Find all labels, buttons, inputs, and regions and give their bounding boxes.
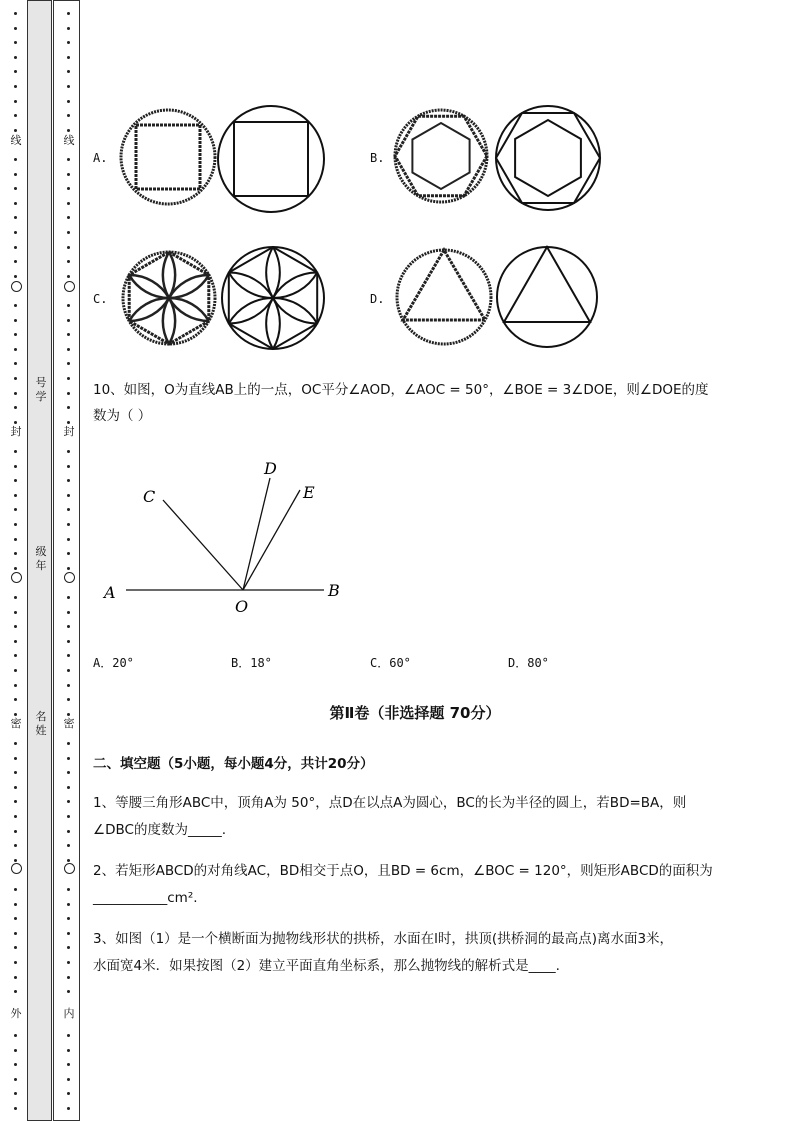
margin-dot: [67, 990, 70, 993]
margin-dot: [67, 654, 70, 657]
label-o: O: [235, 597, 249, 616]
margin-dot: [14, 757, 17, 760]
margin-dot: [67, 611, 70, 614]
margin-dot: [14, 976, 17, 979]
margin-dot: [67, 757, 70, 760]
margin-dot: [67, 1063, 70, 1066]
margin-dot: [14, 611, 17, 614]
label-a: A: [104, 583, 116, 602]
outer-circle-mark: [11, 572, 22, 583]
inner-mark-nei: 内: [63, 1007, 75, 1020]
q10-answer-d: D．80°: [508, 656, 549, 670]
margin-dot: [14, 903, 17, 906]
margin-dot: [67, 684, 70, 687]
label-c: C: [143, 487, 156, 506]
option-b-clean-figure: [496, 106, 600, 210]
margin-dot: [67, 888, 70, 891]
ray-oc: [163, 500, 243, 590]
margin-dot: [14, 567, 17, 570]
margin-dot: [14, 421, 17, 424]
grade-label: 级年: [35, 545, 47, 572]
margin-dot: [14, 684, 17, 687]
margin-dot: [14, 1092, 17, 1095]
margin-dot: [67, 406, 70, 409]
margin-dot: [67, 508, 70, 511]
margin-dot: [67, 494, 70, 497]
margin-dot: [67, 567, 70, 570]
outer-mark-feng: 封: [10, 425, 22, 438]
outer-mark-xian: 线: [10, 134, 22, 147]
margin-dot: [67, 946, 70, 949]
option-c-clean-figure: [222, 247, 324, 349]
margin-dot: [14, 990, 17, 993]
margin-dot: [14, 844, 17, 847]
margin-dot: [67, 1034, 70, 1037]
margin-dot: [67, 640, 70, 643]
margin-dot: [67, 976, 70, 979]
margin-dot: [14, 465, 17, 468]
margin-dot: [67, 859, 70, 862]
margin-dot: [67, 800, 70, 803]
margin-dot: [14, 771, 17, 774]
fill-q1-line1: 1、等腰三角形ABC中，顶角A为 50°，点D在以点A为圆心，BC的长为半径的圆上，若BD=BA，则: [93, 795, 687, 811]
fill-q3-line2: 水面宽4米．如果按图（2）建立平面直角坐标系，那么抛物线的解析式是____.: [93, 958, 560, 974]
margin-dot: [67, 844, 70, 847]
inner-mark-xian: 线: [63, 134, 75, 147]
option-b-letter: B.: [370, 151, 385, 165]
ray-od: [243, 478, 270, 590]
option-d-clean-figure: [497, 247, 597, 347]
margin-dot: [67, 1092, 70, 1095]
margin-dot: [67, 479, 70, 482]
margin-dot: [14, 538, 17, 541]
q9-figures: [0, 0, 794, 400]
margin-dot: [14, 830, 17, 833]
margin-dot: [14, 406, 17, 409]
margin-dot: [67, 698, 70, 701]
margin-dot: [67, 815, 70, 818]
option-d-rough-figure: [397, 250, 491, 344]
fill-in-section-title: 二、填空题（5小题，每小题4分，共计20分）: [93, 756, 374, 772]
fill-q3-line1: 3、如图（1）是一个横断面为抛物线形状的拱桥，水面在l时，拱顶(拱桥洞的最高点)离水面3米，: [93, 931, 674, 947]
margin-dot: [67, 903, 70, 906]
q10-line1: 10、如图，O为直线AB上的一点，OC平分∠AOD，∠AOC = 50°，∠BOE = 3∠DOE，则∠DOE的度: [93, 382, 709, 398]
margin-dot: [14, 815, 17, 818]
margin-dot: [14, 1078, 17, 1081]
margin-dot: [67, 552, 70, 555]
margin-dot: [14, 888, 17, 891]
label-d: D: [264, 459, 277, 478]
inner-circle-mark: [64, 572, 75, 583]
student-id-label: 号学: [35, 376, 47, 403]
margin-dot: [67, 1107, 70, 1110]
margin-dot: [14, 479, 17, 482]
margin-dot: [67, 1049, 70, 1052]
label-e: E: [303, 483, 315, 502]
name-label: 名姓: [35, 710, 47, 737]
margin-dot: [67, 625, 70, 628]
margin-dot: [67, 669, 70, 672]
option-c-rough-figure: [123, 252, 215, 344]
margin-dot: [14, 859, 17, 862]
margin-dot: [67, 830, 70, 833]
margin-dot: [14, 698, 17, 701]
section-2-title: 第Ⅱ卷（非选择题 70分）: [329, 704, 501, 722]
margin-dot: [14, 932, 17, 935]
option-b-rough-figure: [395, 110, 487, 202]
option-a-letter: A.: [93, 151, 108, 165]
option-a-clean-figure: [218, 106, 324, 212]
margin-dot: [67, 961, 70, 964]
margin-dot: [14, 654, 17, 657]
margin-dot: [67, 421, 70, 424]
margin-dot: [14, 640, 17, 643]
label-b: B: [328, 581, 340, 600]
margin-dot: [14, 494, 17, 497]
margin-dot: [14, 523, 17, 526]
margin-dot: [14, 1063, 17, 1066]
option-d-letter: D.: [370, 292, 385, 306]
q10-line2: 数为（ ）: [93, 408, 152, 424]
margin-dot: [14, 1034, 17, 1037]
outer-circle-mark: [11, 863, 22, 874]
q10-answer-c: C．60°: [370, 656, 411, 670]
q10-answer-b: B．18°: [231, 656, 272, 670]
margin-dot: [14, 1049, 17, 1052]
inner-circle-mark: [64, 863, 75, 874]
q10-answer-a: A．20°: [93, 656, 134, 670]
margin-dot: [14, 786, 17, 789]
inner-mark-feng: 封: [63, 425, 75, 438]
margin-dot: [14, 917, 17, 920]
margin-dot: [67, 1078, 70, 1081]
margin-dot: [14, 742, 17, 745]
fill-q2-line2: ___________cm².: [93, 890, 198, 906]
ray-oe: [243, 490, 300, 590]
margin-dot: [14, 508, 17, 511]
margin-dot: [67, 786, 70, 789]
outer-mark-mi: 密: [10, 717, 22, 730]
margin-dot: [14, 669, 17, 672]
margin-dot: [14, 946, 17, 949]
margin-dot: [67, 771, 70, 774]
option-a-rough-figure: [121, 110, 215, 204]
margin-dot: [14, 1107, 17, 1110]
margin-dot: [67, 523, 70, 526]
outer-mark-wai: 外: [10, 1007, 22, 1020]
margin-dot: [67, 932, 70, 935]
margin-dot: [14, 450, 17, 453]
margin-dot: [67, 917, 70, 920]
option-c-letter: C.: [93, 292, 108, 306]
fill-q2-line1: 2、若矩形ABCD的对角线AC，BD相交于点O，且BD = 6cm，∠BOC = 120°，则矩形ABCD的面积为: [93, 863, 713, 879]
margin-dot: [14, 625, 17, 628]
margin-dot: [14, 961, 17, 964]
margin-dot: [67, 742, 70, 745]
margin-dot: [67, 450, 70, 453]
margin-dot: [14, 552, 17, 555]
margin-dot: [14, 596, 17, 599]
q10-angle-figure: [90, 450, 370, 620]
inner-mark-mi: 密: [63, 717, 75, 730]
margin-dot: [67, 538, 70, 541]
fill-q1-line2: ∠DBC的度数为_____.: [93, 822, 226, 838]
margin-dot: [14, 800, 17, 803]
margin-dot: [67, 596, 70, 599]
margin-dot: [67, 465, 70, 468]
